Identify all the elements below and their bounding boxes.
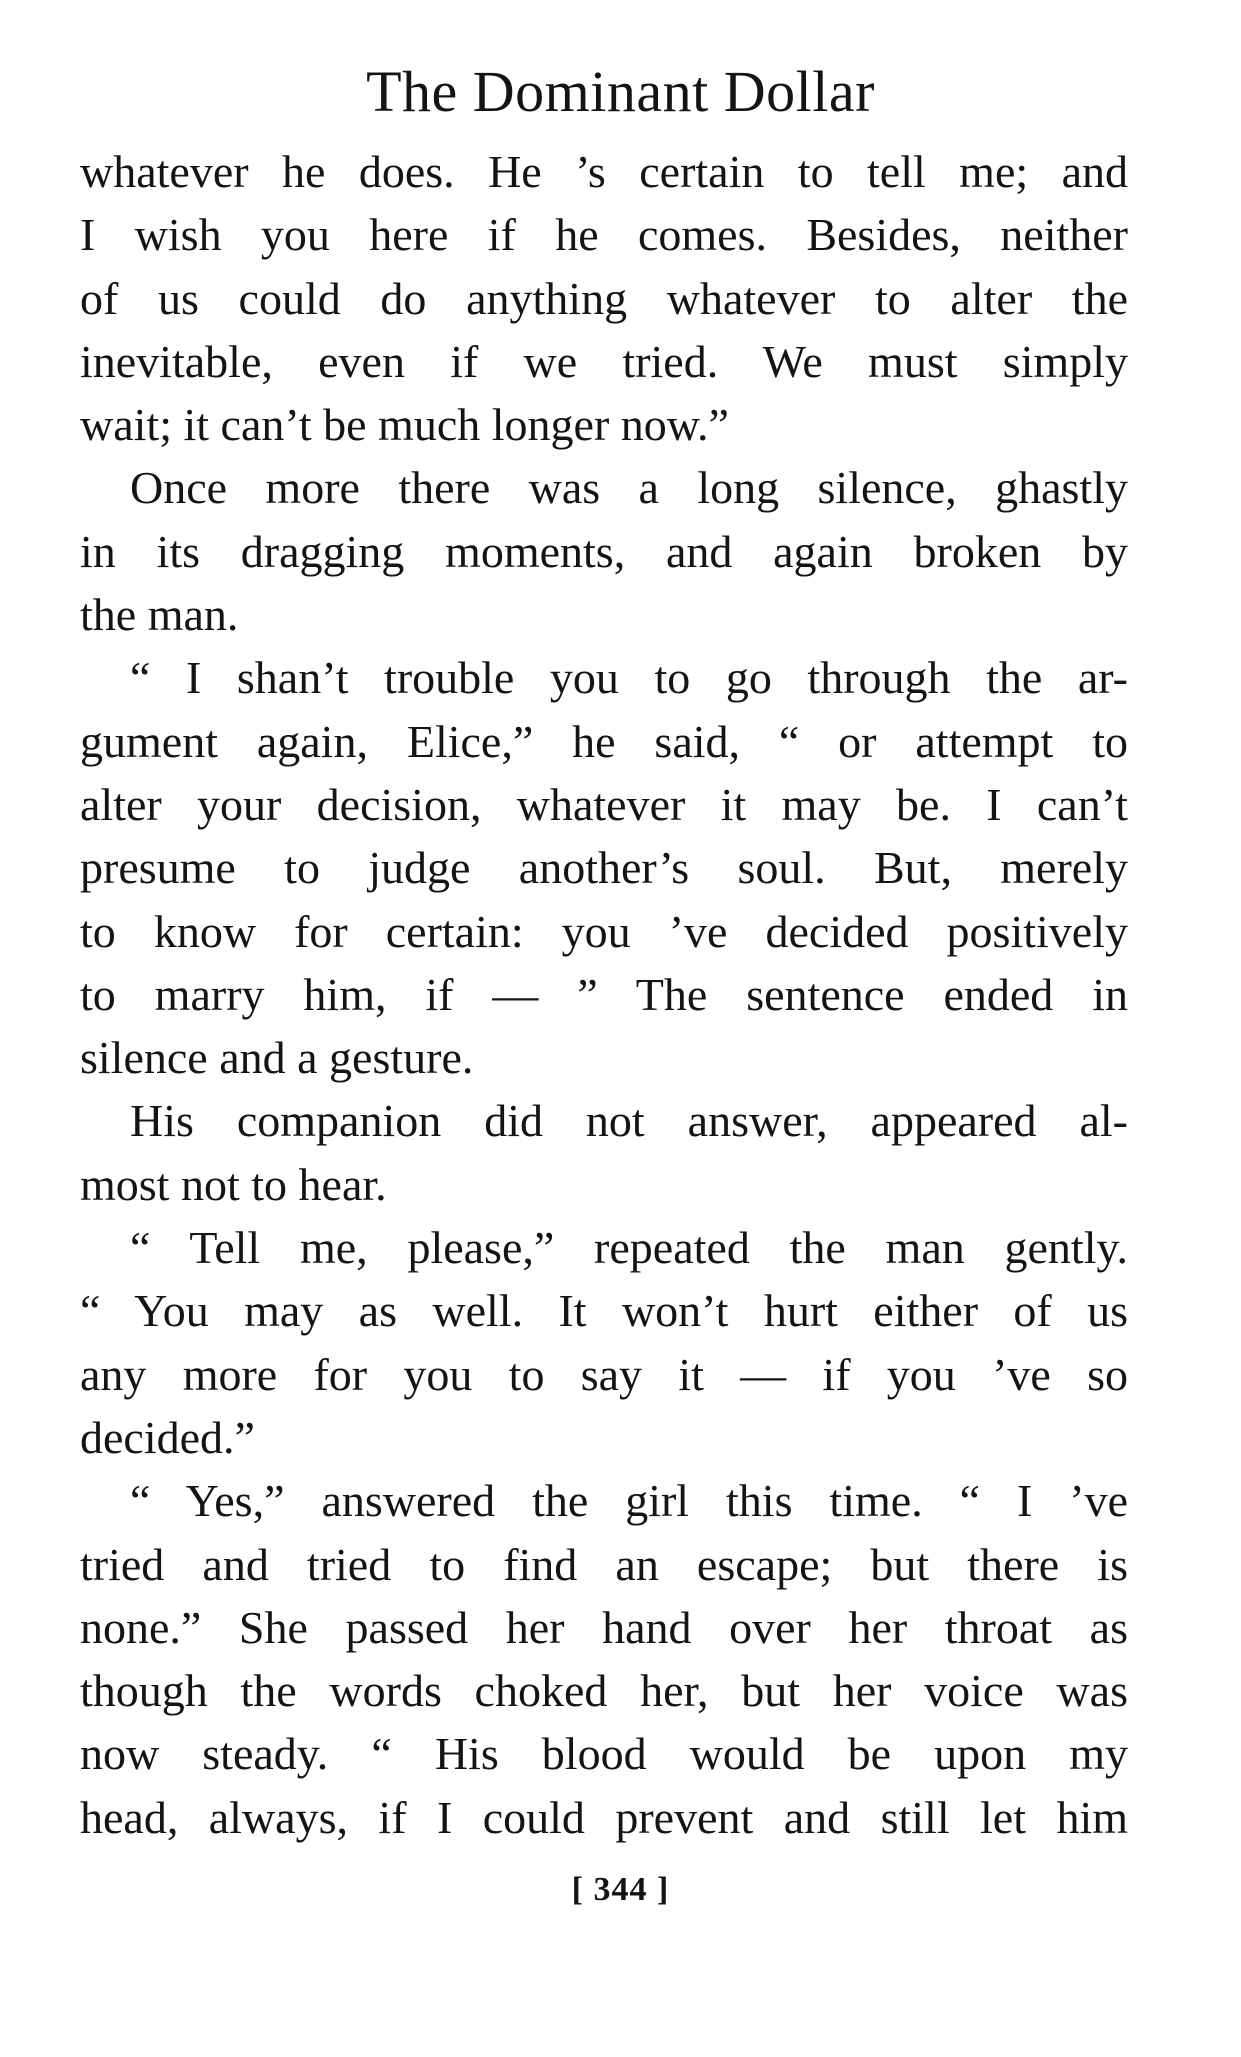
text-line: gument again, Elice,” he said, “ or attempt to (80, 715, 1128, 767)
text-line: most not to hear. (80, 1158, 387, 1210)
text-line: His companion did not answer, appeared al- (130, 1095, 1128, 1147)
text-line: to marry him, if — ” The sentence ended in (80, 968, 1128, 1020)
text-line: silence and a gesture. (80, 1032, 474, 1084)
page-number: [ 344 ] (571, 1871, 670, 1908)
body-text (80, 140, 1128, 1849)
text-line: presume to judge another’s soul. But, merely (80, 842, 1128, 894)
text-line: in its dragging moments, and again broken by (80, 525, 1128, 577)
text-line: alter your decision, whatever it may be. I can’t (80, 778, 1128, 830)
text-line: to know for certain: you ’ve decided positively (80, 905, 1128, 957)
text-line: none.” She passed her hand over her throat as (80, 1601, 1128, 1653)
text-line: any more for you to say it — if you ’ve so (80, 1348, 1128, 1400)
text-line: head, always, if I could prevent and still let him (80, 1791, 1128, 1843)
running-head: The Dominant Dollar (366, 59, 875, 124)
text-line: “ Tell me, please,” repeated the man gently. (130, 1222, 1128, 1274)
text-line: now steady. “ His blood would be upon my (80, 1728, 1128, 1780)
text-line: tried and tried to find an escape; but there is (80, 1538, 1128, 1590)
text-line: wait; it can’t be much longer now.” (80, 399, 729, 451)
text-line: “ I shan’t trouble you to go through the ar- (130, 652, 1128, 704)
text-line: though the words choked her, but her voice was (80, 1665, 1128, 1717)
text-line: the man. (80, 589, 239, 641)
text-line: Once more there was a long silence, ghastly (130, 462, 1128, 514)
text-line: “ You may as well. It won’t hurt either of us (80, 1285, 1128, 1337)
text-line: decided.” (80, 1411, 255, 1463)
text-line: whatever he does. He ’s certain to tell me; and (80, 146, 1128, 197)
text-line: “ Yes,” answered the girl this time. “ I ’ve (130, 1475, 1128, 1527)
text-line: inevitable, even if we tried. We must simply (80, 335, 1128, 387)
text-line: of us could do anything whatever to alter the (80, 272, 1128, 324)
text-line: I wish you here if he comes. Besides, neither (80, 209, 1128, 261)
